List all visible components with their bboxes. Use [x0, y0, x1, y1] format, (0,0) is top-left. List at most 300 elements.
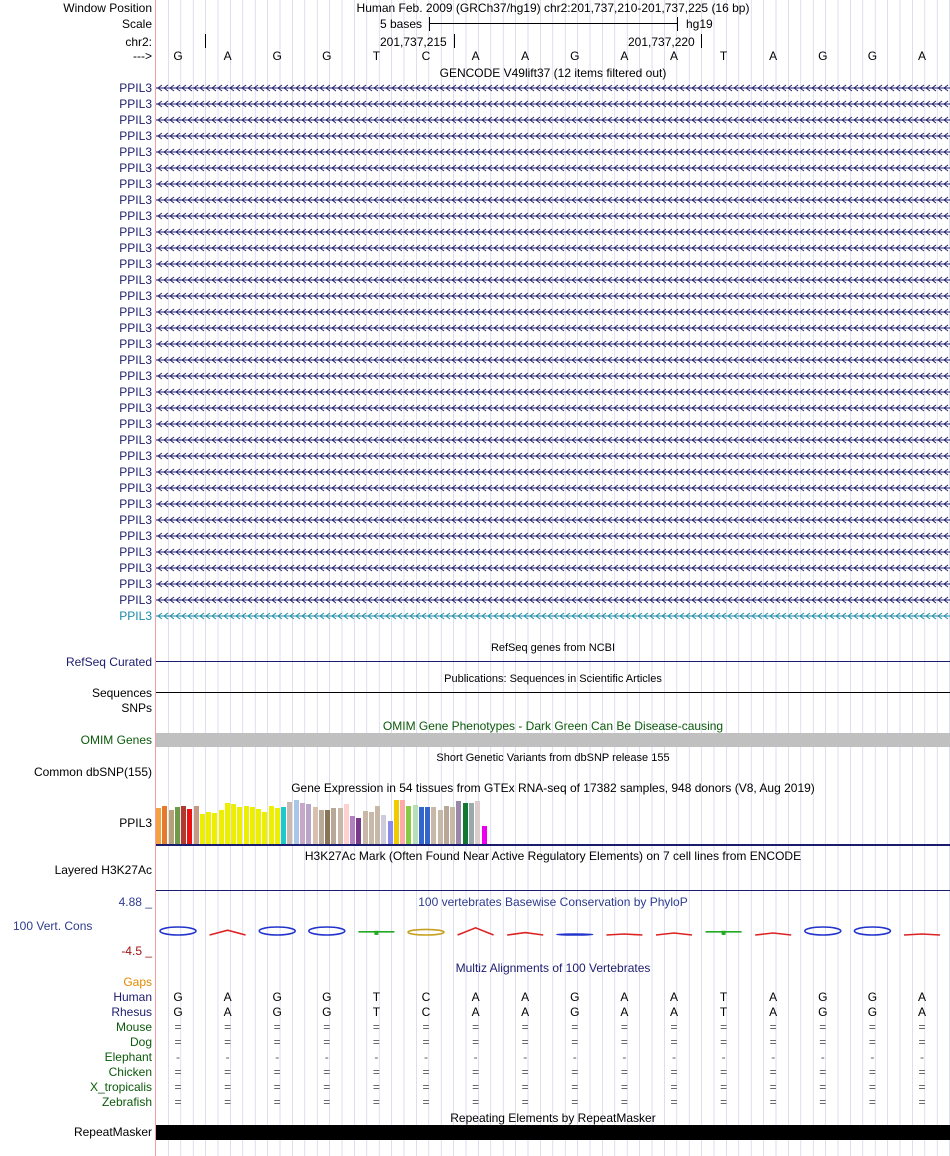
gencode-transcript-arrows[interactable] [156, 420, 950, 428]
multiz-base-cell: = [174, 1080, 182, 1094]
gencode-transcript-arrows[interactable] [156, 532, 950, 540]
coord-label-2: 201,737,220 [628, 35, 695, 49]
gtex-tissue-bar[interactable] [419, 807, 424, 844]
gencode-transcript-arrows[interactable] [156, 612, 950, 620]
phylop-base-glyph [755, 933, 791, 935]
gencode-gene-label[interactable]: PPIL3 [119, 81, 152, 95]
base-letter: A [917, 49, 926, 63]
base-letter: G [867, 49, 878, 63]
omim-label[interactable]: OMIM Genes [80, 733, 152, 747]
multiz-base-cell: G [570, 990, 580, 1004]
omim-title: OMIM Gene Phenotypes - Dark Green Can Be Disease-causing [382, 719, 724, 733]
gencode-gene-label[interactable]: PPIL3 [119, 113, 152, 127]
phylop-base-glyph [656, 933, 692, 935]
multiz-base-cell: = [422, 1035, 430, 1049]
assembly-label: hg19 [686, 17, 713, 31]
phylop-label[interactable]: 100 Vert. Cons [13, 919, 93, 933]
gencode-gene-label[interactable]: PPIL3 [119, 161, 152, 175]
multiz-base-cell: A [223, 990, 232, 1004]
multiz-base-cell: = [571, 1095, 579, 1109]
multiz-base-cell: G [322, 990, 332, 1004]
phylop-base-glyph [458, 928, 494, 935]
gtex-tissue-bar[interactable] [381, 815, 386, 844]
gtex-bar-chart[interactable] [156, 798, 556, 844]
gtex-tissue-bar[interactable] [256, 809, 261, 844]
gencode-transcript-arrows[interactable] [156, 436, 950, 444]
multiz-base-cell: = [323, 1080, 331, 1094]
gtex-tissue-bar[interactable] [406, 806, 411, 844]
gencode-transcript-arrows[interactable] [156, 452, 950, 460]
multiz-base-cell: G [818, 990, 828, 1004]
gencode-transcript-arrows[interactable] [156, 564, 950, 572]
gtex-tissue-bar[interactable] [156, 808, 161, 844]
gencode-gene-label[interactable]: PPIL3 [119, 177, 152, 191]
phylop-base-glyph [309, 927, 345, 935]
multiz-base-cell: = [670, 1080, 678, 1094]
gencode-gene-label[interactable]: PPIL3 [119, 209, 152, 223]
gtex-tissue-bar[interactable] [388, 821, 393, 844]
gencode-transcript-arrows[interactable] [156, 212, 950, 220]
gaps-label[interactable]: Gaps [123, 975, 152, 989]
gencode-transcript-arrows[interactable] [156, 468, 950, 476]
gencode-transcript-arrows[interactable] [156, 596, 950, 604]
gencode-transcript-arrows[interactable] [156, 260, 950, 268]
gtex-tissue-bar[interactable] [425, 807, 430, 844]
gencode-gene-label[interactable]: PPIL3 [119, 449, 152, 463]
base-letter: C [421, 49, 431, 63]
multiz-species-label[interactable]: Human [113, 990, 152, 1004]
gencode-transcript-arrows[interactable] [156, 180, 950, 188]
gtex-tissue-bar[interactable] [363, 811, 368, 844]
gtex-tissue-bar[interactable] [244, 806, 249, 844]
gencode-transcript-arrows[interactable] [156, 324, 950, 332]
gencode-transcript-arrows[interactable] [156, 228, 950, 236]
gencode-gene-label[interactable]: PPIL3 [119, 545, 152, 559]
multiz-base-cell: G [272, 1005, 282, 1019]
gencode-gene-label[interactable]: PPIL3 [119, 561, 152, 575]
multiz-base-cell: = [273, 1020, 281, 1034]
gtex-tissue-bar[interactable] [225, 803, 230, 844]
multiz-base-cell: = [620, 1080, 628, 1094]
phylop-base-glyph [557, 934, 593, 935]
gtex-tissue-bar[interactable] [394, 800, 399, 844]
gencode-gene-label[interactable]: PPIL3 [119, 193, 152, 207]
gencode-gene-label[interactable]: PPIL3 [119, 145, 152, 159]
multiz-base-cell: = [620, 1035, 628, 1049]
gtex-tissue-bar[interactable] [375, 806, 380, 844]
multiz-base-cell: = [224, 1020, 232, 1034]
multiz-title: Multiz Alignments of 100 Vertebrates [455, 961, 651, 975]
multiz-species-label[interactable]: Chicken [108, 1065, 152, 1079]
gtex-tissue-bar[interactable] [287, 802, 292, 844]
gencode-transcript-arrows[interactable] [156, 356, 950, 364]
multiz-base-cell: A [769, 1005, 778, 1019]
phylop-base-glyph [507, 933, 543, 935]
gencode-title[interactable]: GENCODE V49lift37 (12 items filtered out) [439, 66, 667, 80]
window-position-label: Window Position [63, 1, 152, 15]
multiz-base-cell: = [918, 1035, 926, 1049]
gencode-transcript-arrows[interactable] [156, 580, 950, 588]
multiz-base-cell: = [571, 1035, 579, 1049]
gencode-gene-label[interactable]: PPIL3 [119, 529, 152, 543]
gencode-transcript-arrows[interactable] [156, 548, 950, 556]
gtex-title: Gene Expression in 54 tissues from GTEx RNA-seq of 17382 samples, 948 donors (V8, Aug 2019) [291, 781, 815, 795]
coord-tick-1 [454, 34, 455, 48]
multiz-base-cell: T [719, 1005, 728, 1019]
base-letter: A [521, 49, 530, 63]
multiz-species-label[interactable]: Elephant [104, 1050, 152, 1064]
h3k27ac-divider [156, 890, 950, 891]
multiz-base-cell: T [372, 990, 381, 1004]
gencode-transcript-arrows[interactable] [156, 340, 950, 348]
multiz-base-cell: = [372, 1095, 380, 1109]
base-letter: G [818, 49, 828, 63]
scale-bar-left-tick [429, 17, 430, 31]
phylop-logo-track[interactable] [156, 924, 950, 940]
multiz-base-cell: = [422, 1095, 430, 1109]
gtex-tissue-bar[interactable] [475, 801, 480, 844]
gencode-gene-label[interactable]: PPIL3 [119, 337, 152, 351]
multiz-base-cell: = [819, 1020, 827, 1034]
multiz-base-cell: A [471, 990, 480, 1004]
phylop-base-glyph [259, 927, 295, 935]
gencode-gene-label[interactable]: PPIL3 [119, 321, 152, 335]
phylop-base-glyph [805, 927, 841, 935]
gtex-tissue-bar[interactable] [413, 805, 418, 844]
gtex-tissue-bar[interactable] [350, 816, 355, 844]
repeatmasker-label[interactable]: RepeatMasker [73, 1125, 152, 1139]
base-letter: T [719, 49, 728, 63]
gencode-gene-label[interactable]: PPIL3 [119, 593, 152, 607]
multiz-base-cell: = [472, 1065, 480, 1079]
gencode-gene-label[interactable]: PPIL3 [119, 417, 152, 431]
multiz-base-cell: = [868, 1080, 876, 1094]
multiz-base-cell: = [868, 1095, 876, 1109]
multiz-base-cell: = [224, 1095, 232, 1109]
gencode-transcript-arrows[interactable] [156, 292, 950, 300]
multiz-base-cell: - [374, 1050, 379, 1064]
multiz-base-cell: A [620, 1005, 629, 1019]
multiz-base-cell: = [521, 1020, 529, 1034]
gtex-tissue-bar[interactable] [269, 806, 274, 844]
multiz-base-cell: = [472, 1035, 480, 1049]
multiz-base-cell: = [620, 1020, 628, 1034]
publications-feature-line[interactable] [156, 692, 950, 693]
multiz-base-cell: = [372, 1035, 380, 1049]
multiz-base-cell: A [669, 990, 678, 1004]
multiz-base-cell: A [223, 1005, 232, 1019]
multiz-base-cell: = [769, 1035, 777, 1049]
gtex-tissue-bar[interactable] [281, 807, 286, 844]
multiz-base-cell: G [867, 1005, 878, 1019]
window-position-text: Human Feb. 2009 (GRCh37/hg19) chr2:201,737,210-201,737,225 (16 bp) [356, 1, 750, 15]
multiz-base-cell: = [819, 1095, 827, 1109]
multiz-base-cell: = [571, 1080, 579, 1094]
base-letter: A [769, 49, 778, 63]
gtex-tissue-bar[interactable] [262, 812, 267, 844]
gtex-tissue-bar[interactable] [300, 803, 305, 844]
gencode-transcript-arrows[interactable] [156, 308, 950, 316]
gtex-tissue-bar[interactable] [181, 806, 186, 844]
multiz-base-cell: C [421, 1005, 431, 1019]
multiz-base-cell: = [224, 1035, 232, 1049]
multiz-base-cell: = [819, 1035, 827, 1049]
multiz-species-label[interactable]: Mouse [115, 1020, 152, 1034]
multiz-base-cell: - [324, 1050, 329, 1064]
gtex-tissue-bar[interactable] [450, 807, 455, 844]
gtex-tissue-bar[interactable] [469, 803, 474, 844]
gencode-gene-label[interactable]: PPIL3 [119, 433, 152, 447]
publications-title: Publications: Sequences in Scientific Articles [444, 673, 662, 685]
gencode-transcript-arrows[interactable] [156, 484, 950, 492]
multiz-base-cell: = [918, 1095, 926, 1109]
snps-label[interactable]: SNPs [121, 701, 152, 715]
gtex-tissue-bar[interactable] [438, 810, 443, 844]
strand-label: ---> [133, 49, 152, 63]
gtex-tissue-bar[interactable] [231, 804, 236, 844]
multiz-base-cell: - [176, 1050, 180, 1064]
refseq-label[interactable]: RefSeq Curated [65, 655, 152, 669]
multiz-base-cell: = [670, 1020, 678, 1034]
base-letter: G [322, 49, 332, 63]
scale-label: Scale [121, 17, 152, 31]
multiz-base-cell: A [917, 990, 926, 1004]
multiz-base-cell: = [720, 1080, 728, 1094]
base-letter: A [471, 49, 480, 63]
gtex-tissue-bar[interactable] [338, 808, 343, 844]
multiz-base-cell: T [372, 1005, 381, 1019]
gtex-tissue-bar[interactable] [200, 814, 205, 844]
gtex-tissue-bar[interactable] [294, 800, 299, 844]
multiz-base-cell: = [174, 1095, 182, 1109]
multiz-base-cell: G [818, 1005, 828, 1019]
gtex-tissue-bar[interactable] [169, 810, 174, 844]
gencode-gene-label[interactable]: PPIL3 [119, 353, 152, 367]
phylop-base-glyph [904, 934, 940, 935]
gencode-transcript-arrows[interactable] [156, 500, 950, 508]
gencode-transcript-arrows[interactable] [156, 100, 950, 108]
multiz-base-cell: = [372, 1065, 380, 1079]
multiz-base-cell: G [322, 1005, 332, 1019]
gtex-tissue-bar[interactable] [275, 808, 280, 844]
gtex-tissue-bar[interactable] [212, 813, 217, 844]
gtex-label[interactable]: PPIL3 [119, 816, 152, 830]
gencode-transcript-arrows[interactable] [156, 132, 950, 140]
multiz-base-cell: = [472, 1095, 480, 1109]
multiz-base-cell: = [571, 1065, 579, 1079]
gencode-transcript-arrows[interactable] [156, 404, 950, 412]
multiz-base-cell: = [472, 1020, 480, 1034]
multiz-base-cell: = [521, 1065, 529, 1079]
phylop-base-glyph [358, 931, 394, 935]
gencode-gene-label[interactable]: PPIL3 [119, 401, 152, 415]
multiz-base-cell: G [867, 990, 878, 1004]
multiz-base-cell: = [918, 1080, 926, 1094]
scale-bar-right-tick [677, 17, 678, 31]
multiz-base-cell: = [174, 1065, 182, 1079]
gencode-transcript-arrows[interactable] [156, 164, 950, 172]
gtex-tissue-bar[interactable] [219, 810, 224, 844]
gencode-transcript-arrows[interactable] [156, 516, 950, 524]
multiz-base-cell: = [521, 1035, 529, 1049]
phylop-title: 100 vertebrates Basewise Conservation by PhyloP [418, 895, 688, 909]
gtex-tissue-bar[interactable] [456, 801, 461, 844]
base-letter: G [272, 49, 282, 63]
multiz-species-label[interactable]: Zebrafish [101, 1095, 152, 1109]
dbsnp-title: Short Genetic Variants from dbSNP release 155 [436, 752, 670, 764]
publications-label[interactable]: Sequences [91, 686, 152, 700]
gtex-tissue-bar[interactable] [319, 810, 324, 844]
phylop-base-glyph [210, 930, 246, 935]
gtex-tissue-bar[interactable] [206, 812, 211, 844]
gencode-gene-label[interactable]: PPIL3 [119, 465, 152, 479]
gtex-tissue-bar[interactable] [331, 808, 336, 844]
h3k27ac-title: H3K27Ac Mark (Often Found Near Active Regulatory Elements) on 7 cell lines from ENCODE [304, 849, 802, 863]
repeatmasker-feature-bar[interactable] [156, 1125, 950, 1140]
multiz-base-cell: G [570, 1005, 580, 1019]
gencode-gene-label[interactable]: PPIL3 [119, 305, 152, 319]
multiz-base-cell: = [422, 1020, 430, 1034]
multiz-species-label[interactable]: X_tropicalis [89, 1080, 152, 1094]
base-letter: G [173, 49, 183, 63]
multiz-base-cell: = [670, 1065, 678, 1079]
multiz-base-cell: = [273, 1080, 281, 1094]
coord-tick-0 [205, 34, 206, 48]
multiz-base-cell: = [769, 1095, 777, 1109]
gencode-gene-label[interactable]: PPIL3 [119, 289, 152, 303]
gencode-gene-label[interactable]: PPIL3 [119, 513, 152, 527]
multiz-base-cell: - [920, 1050, 924, 1064]
gencode-transcript-arrows[interactable] [156, 116, 950, 124]
coord-label-1: 201,737,215 [380, 35, 447, 49]
gencode-gene-label[interactable]: PPIL3 [119, 497, 152, 511]
gencode-transcript-arrows[interactable] [156, 148, 950, 156]
gencode-gene-label[interactable]: PPIL3 [119, 609, 152, 623]
gencode-gene-label[interactable]: PPIL3 [119, 577, 152, 591]
gencode-gene-label[interactable]: PPIL3 [119, 385, 152, 399]
multiz-base-cell: = [819, 1065, 827, 1079]
multiz-base-cell: = [868, 1020, 876, 1034]
gencode-transcript-arrows[interactable] [156, 84, 950, 92]
multiz-base-cell: = [918, 1065, 926, 1079]
gencode-gene-label[interactable]: PPIL3 [119, 241, 152, 255]
h3k27ac-label[interactable]: Layered H3K27Ac [54, 863, 152, 877]
scale-text: 5 bases [380, 17, 423, 31]
gtex-tissue-bar[interactable] [250, 807, 255, 844]
multiz-base-cell: = [323, 1065, 331, 1079]
multiz-base-cell: = [273, 1035, 281, 1049]
gencode-gene-label[interactable]: PPIL3 [119, 369, 152, 383]
multiz-base-cell: - [572, 1050, 577, 1064]
multiz-base-cell: - [672, 1050, 676, 1064]
omim-feature-bar[interactable] [156, 733, 950, 747]
multiz-base-cell: = [472, 1080, 480, 1094]
multiz-base-cell: = [571, 1020, 579, 1034]
gencode-transcript-arrows[interactable] [156, 276, 950, 284]
repeatmasker-title: Repeating Elements by RepeatMasker [450, 1111, 656, 1125]
gtex-tissue-bar[interactable] [431, 807, 436, 844]
dbsnp-label[interactable]: Common dbSNP(155) [33, 765, 152, 779]
gencode-transcript-arrows[interactable] [156, 372, 950, 380]
multiz-base-cell: - [473, 1050, 478, 1064]
gtex-tissue-bar[interactable] [325, 810, 330, 844]
phylop-base-glyph [408, 929, 444, 935]
refseq-title: RefSeq genes from NCBI [490, 642, 616, 654]
multiz-base-cell: = [372, 1020, 380, 1034]
multiz-base-cell: = [224, 1080, 232, 1094]
gtex-tissue-bar[interactable] [356, 818, 361, 844]
multiz-base-cell: - [820, 1050, 825, 1064]
multiz-base-cell: = [868, 1035, 876, 1049]
gtex-tissue-bar[interactable] [175, 807, 180, 844]
gencode-transcript-arrows[interactable] [156, 244, 950, 252]
gencode-gene-label[interactable]: PPIL3 [119, 273, 152, 287]
phylop-base-glyph [606, 934, 642, 935]
multiz-base-cell: = [720, 1020, 728, 1034]
multiz-base-cell: G [272, 990, 282, 1004]
gencode-gene-label[interactable]: PPIL3 [119, 129, 152, 143]
multiz-base-cell: = [620, 1065, 628, 1079]
multiz-base-cell: - [721, 1050, 726, 1064]
gencode-gene-label[interactable]: PPIL3 [119, 481, 152, 495]
gtex-tissue-bar[interactable] [482, 826, 487, 844]
gencode-gene-label[interactable]: PPIL3 [119, 97, 152, 111]
multiz-base-cell: = [670, 1095, 678, 1109]
multiz-base-cell: A [620, 990, 629, 1004]
gtex-tissue-bar[interactable] [237, 807, 242, 844]
multiz-base-cell: = [422, 1065, 430, 1079]
gtex-tissue-bar[interactable] [369, 812, 374, 844]
gtex-tissue-bar[interactable] [187, 809, 192, 844]
gtex-divider [156, 844, 950, 846]
gencode-transcript-arrows[interactable] [156, 388, 950, 396]
multiz-base-cell: - [424, 1050, 428, 1064]
multiz-base-cell: C [421, 990, 431, 1004]
phylop-min-label: -4.5 _ [121, 944, 152, 958]
gtex-tissue-bar[interactable] [194, 806, 199, 844]
multiz-base-cell: = [323, 1095, 331, 1109]
multiz-base-cell: = [273, 1095, 281, 1109]
phylop-base-glyph [854, 927, 890, 935]
multiz-base-cell: A [521, 990, 530, 1004]
multiz-species-label[interactable]: Rhesus [111, 1005, 152, 1019]
multiz-base-cell: = [224, 1065, 232, 1079]
multiz-base-cell: = [273, 1065, 281, 1079]
gencode-gene-label[interactable]: PPIL3 [119, 225, 152, 239]
gtex-tissue-bar[interactable] [313, 807, 318, 844]
multiz-species-label[interactable]: Dog [129, 1035, 152, 1049]
multiz-base-cell: = [868, 1065, 876, 1079]
multiz-base-cell: A [769, 990, 778, 1004]
multiz-base-cell: = [819, 1080, 827, 1094]
gtex-tissue-bar[interactable] [306, 804, 311, 844]
gtex-tissue-bar[interactable] [444, 806, 449, 844]
base-letter: G [570, 49, 580, 63]
gtex-tissue-bar[interactable] [400, 800, 405, 844]
refseq-feature-line[interactable] [156, 661, 950, 662]
gencode-transcript-arrows[interactable] [156, 196, 950, 204]
gtex-tissue-bar[interactable] [344, 804, 349, 844]
base-letter: A [620, 49, 629, 63]
base-letter: A [223, 49, 232, 63]
multiz-base-cell: = [918, 1020, 926, 1034]
multiz-base-cell: = [769, 1080, 777, 1094]
chrom-label: chr2: [125, 35, 152, 49]
gtex-tissue-bar[interactable] [463, 803, 468, 844]
gtex-tissue-bar[interactable] [162, 806, 167, 844]
gencode-gene-label[interactable]: PPIL3 [119, 257, 152, 271]
multiz-base-cell: = [372, 1080, 380, 1094]
